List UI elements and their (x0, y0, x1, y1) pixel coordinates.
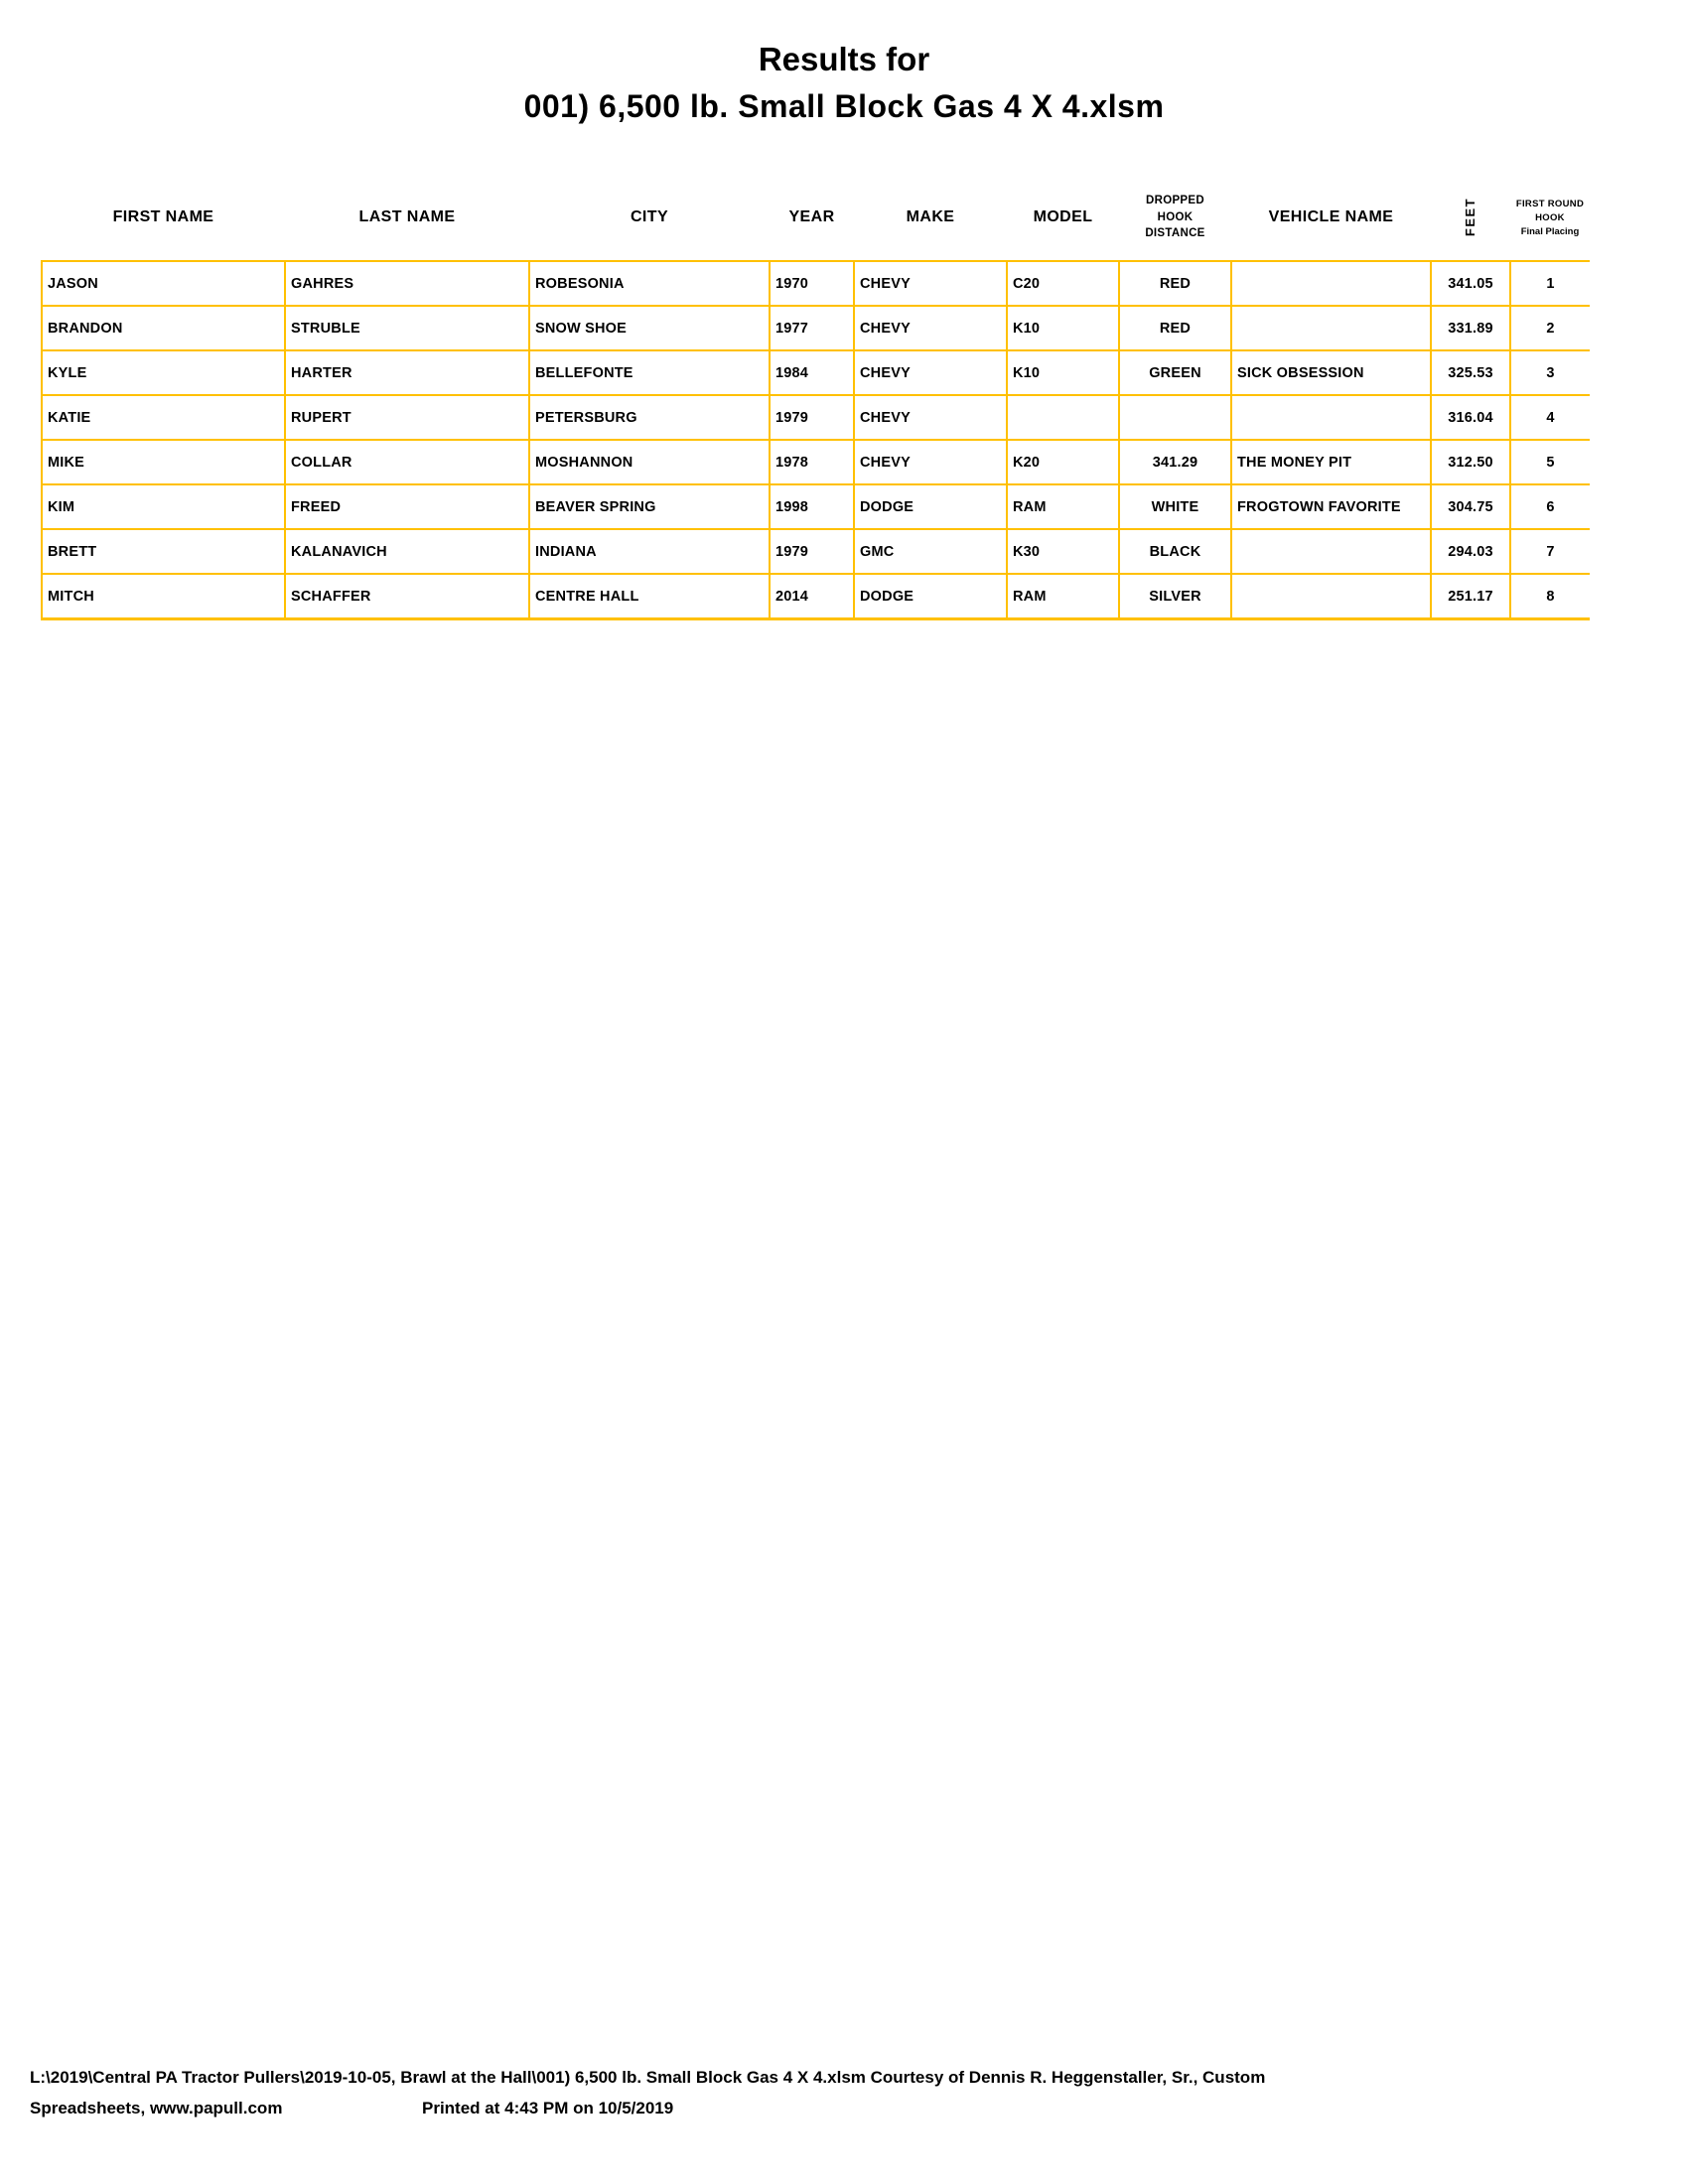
table-row (42, 350, 1590, 395)
cell-vehicle-name (1231, 529, 1431, 574)
cell-last-name: GAHRES (285, 261, 529, 306)
cell-feet: 331.89 (1431, 306, 1510, 350)
cell-vehicle-name: THE MONEY PIT (1231, 440, 1431, 484)
cell-model: K20 (1007, 440, 1119, 484)
cell-feet: 312.50 (1431, 440, 1510, 484)
column-header-final-placing: FIRST ROUND HOOK Final Placing (1515, 199, 1585, 237)
footer-file-path: L:\2019\Central PA Tractor Pullers\2019-10-05, Brawl at the Hall\001) 6,500 lb. Small Block Gas 4 X 4.xlsm Courtesy of Dennis R. Heggenstaller, Sr., Custom (30, 2068, 1266, 2087)
footer-line2 (30, 2099, 1265, 2118)
cell-placing: 8 (1510, 574, 1590, 618)
column-header-first-name: FIRST NAME (112, 207, 214, 225)
cell-last-name: STRUBLE (285, 306, 529, 350)
header-row (42, 174, 1590, 261)
cell-city: CENTRE HALL (529, 574, 770, 618)
cell-model: K30 (1007, 529, 1119, 574)
cell-model (1007, 395, 1119, 440)
cell-dropped-hook-distance (1119, 395, 1231, 440)
cell-year: 2014 (770, 574, 854, 618)
cell-placing: 3 (1510, 350, 1590, 395)
cell-year: 1979 (770, 529, 854, 574)
cell-make: CHEVY (854, 395, 1007, 440)
cell-feet: 304.75 (1431, 484, 1510, 529)
cell-first-name: BRETT (42, 529, 285, 574)
footer-website: Spreadsheets, www.papull.com (30, 2099, 283, 2117)
report-title: Results for (758, 41, 930, 77)
report-footer (30, 2068, 1265, 2118)
cell-make: DODGE (854, 484, 1007, 529)
cell-last-name: SCHAFFER (285, 574, 529, 618)
cell-make: CHEVY (854, 350, 1007, 395)
cell-placing: 4 (1510, 395, 1590, 440)
cell-make: CHEVY (854, 261, 1007, 306)
cell-feet: 251.17 (1431, 574, 1510, 618)
cell-feet: 341.05 (1431, 261, 1510, 306)
cell-model: RAM (1007, 484, 1119, 529)
cell-first-name: KATIE (42, 395, 285, 440)
cell-city: BEAVER SPRING (529, 484, 770, 529)
report-title-block (0, 0, 1688, 124)
cell-city: SNOW SHOE (529, 306, 770, 350)
table-row (42, 440, 1590, 484)
table-row (42, 261, 1590, 306)
cell-placing: 5 (1510, 440, 1590, 484)
column-header-vehicle-name: VEHICLE NAME (1268, 207, 1394, 225)
cell-model: C20 (1007, 261, 1119, 306)
table-row (42, 574, 1590, 618)
cell-dropped-hook-distance: BLACK (1119, 529, 1231, 574)
cell-first-name: MIKE (42, 440, 285, 484)
cell-first-name: KIM (42, 484, 285, 529)
cell-make: GMC (854, 529, 1007, 574)
cell-make: CHEVY (854, 306, 1007, 350)
cell-vehicle-name (1231, 574, 1431, 618)
cell-model: RAM (1007, 574, 1119, 618)
cell-first-name: MITCH (42, 574, 285, 618)
cell-vehicle-name (1231, 306, 1431, 350)
cell-dropped-hook-distance: WHITE (1119, 484, 1231, 529)
cell-vehicle-name (1231, 395, 1431, 440)
column-header-last-name: LAST NAME (358, 207, 456, 225)
cell-city: MOSHANNON (529, 440, 770, 484)
cell-model: K10 (1007, 350, 1119, 395)
cell-city: BELLEFONTE (529, 350, 770, 395)
column-header-feet: FEET (1463, 197, 1478, 237)
table-row (42, 529, 1590, 574)
column-header-make: MAKE (906, 207, 955, 225)
table-row (42, 484, 1590, 529)
cell-vehicle-name: FROGTOWN FAVORITE (1231, 484, 1431, 529)
cell-placing: 6 (1510, 484, 1590, 529)
cell-feet: 325.53 (1431, 350, 1510, 395)
cell-city: PETERSBURG (529, 395, 770, 440)
cell-dropped-hook-distance: SILVER (1119, 574, 1231, 618)
cell-placing: 2 (1510, 306, 1590, 350)
cell-year: 1978 (770, 440, 854, 484)
column-header-year: YEAR (788, 207, 835, 225)
cell-vehicle-name: SICK OBSESSION (1231, 350, 1431, 395)
cell-vehicle-name (1231, 261, 1431, 306)
cell-year: 1998 (770, 484, 854, 529)
cell-placing: 7 (1510, 529, 1590, 574)
results-table (41, 174, 1590, 620)
cell-year: 1970 (770, 261, 854, 306)
cell-year: 1984 (770, 350, 854, 395)
cell-dropped-hook-distance: GREEN (1119, 350, 1231, 395)
cell-dropped-hook-distance: 341.29 (1119, 440, 1231, 484)
cell-city: ROBESONIA (529, 261, 770, 306)
cell-first-name: JASON (42, 261, 285, 306)
footer-printed-timestamp: Printed at 4:43 PM on 10/5/2019 (422, 2099, 674, 2117)
cell-last-name: RUPERT (285, 395, 529, 440)
cell-feet: 316.04 (1431, 395, 1510, 440)
table-row (42, 395, 1590, 440)
report-subtitle-filename: 001) 6,500 lb. Small Block Gas 4 X 4.xlsm (523, 88, 1165, 125)
column-header-city: CITY (630, 207, 669, 225)
cell-year: 1977 (770, 306, 854, 350)
cell-city: INDIANA (529, 529, 770, 574)
cell-dropped-hook-distance: RED (1119, 261, 1231, 306)
cell-feet: 294.03 (1431, 529, 1510, 574)
results-table-body (42, 261, 1590, 618)
table-row (42, 306, 1590, 350)
column-header-dropped-hook-distance: DROPPED HOOK DISTANCE (1145, 194, 1205, 240)
cell-last-name: COLLAR (285, 440, 529, 484)
cell-make: CHEVY (854, 440, 1007, 484)
cell-first-name: BRANDON (42, 306, 285, 350)
cell-dropped-hook-distance: RED (1119, 306, 1231, 350)
cell-make: DODGE (854, 574, 1007, 618)
cell-last-name: FREED (285, 484, 529, 529)
cell-year: 1979 (770, 395, 854, 440)
column-header-model: MODEL (1033, 207, 1093, 225)
cell-model: K10 (1007, 306, 1119, 350)
cell-first-name: KYLE (42, 350, 285, 395)
cell-last-name: HARTER (285, 350, 529, 395)
cell-placing: 1 (1510, 261, 1590, 306)
cell-last-name: KALANAVICH (285, 529, 529, 574)
